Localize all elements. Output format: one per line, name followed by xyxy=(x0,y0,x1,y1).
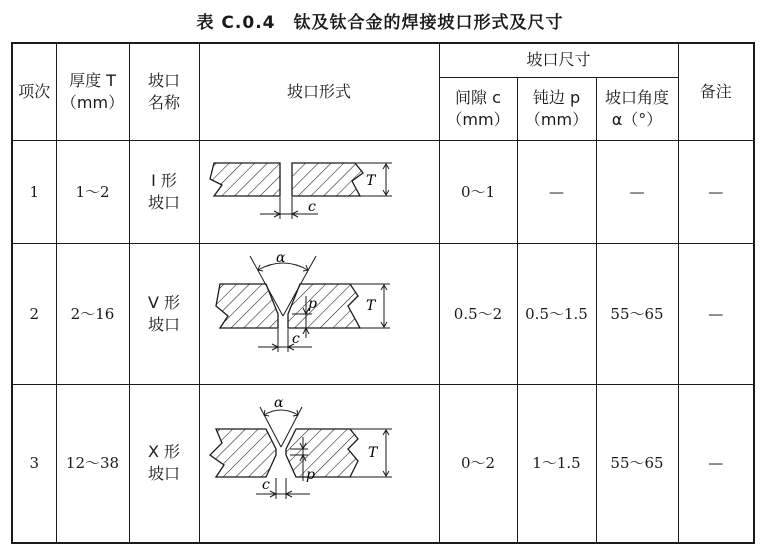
cell-angle: 55～65 xyxy=(596,384,678,543)
header-groove-form: 坡口形式 xyxy=(199,43,439,140)
cell-angle: 55～65 xyxy=(596,243,678,384)
dash-mark: — xyxy=(549,182,564,201)
cell-angle xyxy=(596,140,678,243)
header-groove-size: 坡口尺寸 xyxy=(439,43,678,77)
label-alpha: α xyxy=(274,395,284,412)
cell-root: 1～1.5 xyxy=(517,384,596,543)
table-row xyxy=(12,140,754,243)
cell-groove-diagram xyxy=(199,140,439,243)
cell-groove-diagram xyxy=(199,243,439,384)
label-c: c xyxy=(262,477,270,494)
header-thickness: 厚度 T （mm） xyxy=(56,43,129,140)
label-t: T xyxy=(366,172,376,189)
label-c: c xyxy=(308,198,316,215)
dash-mark: — xyxy=(708,182,724,201)
header-remark: 备注 xyxy=(678,43,754,140)
i-groove-diagram xyxy=(200,141,438,237)
groove-spec-table xyxy=(11,42,755,544)
cell-gap: 0～2 xyxy=(439,384,517,543)
label-t: T xyxy=(368,445,378,462)
dash-mark: — xyxy=(629,182,645,201)
table-title: 表 C.0.4 钛及钛合金的焊接坡口形式及尺寸 xyxy=(196,13,564,33)
cell-thickness: 1～2 xyxy=(56,140,129,243)
cell-root xyxy=(517,140,596,243)
v-groove-diagram xyxy=(200,244,438,378)
header-groove-name: 坡口 名称 xyxy=(129,43,199,140)
x-groove-diagram xyxy=(200,385,438,535)
dash-mark: — xyxy=(708,454,724,473)
cell-groove-name: X 形 坡口 xyxy=(129,384,199,543)
cell-groove-diagram xyxy=(199,384,439,543)
header-root: 钝边 p （mm） xyxy=(517,77,596,140)
table-row xyxy=(12,384,754,543)
cell-remark xyxy=(678,140,754,243)
cell-groove-name: V 形 坡口 xyxy=(129,243,199,384)
cell-root: 0.5～1.5 xyxy=(517,243,596,384)
header-row-1 xyxy=(12,43,754,77)
table-row xyxy=(12,243,754,384)
header-gap: 间隙 c （mm） xyxy=(439,77,517,140)
cell-thickness: 12～38 xyxy=(56,384,129,543)
label-t: T xyxy=(366,297,376,314)
cell-thickness: 2～16 xyxy=(56,243,129,384)
cell-remark xyxy=(678,384,754,543)
cell-item: 3 xyxy=(12,384,56,543)
cell-remark xyxy=(678,243,754,384)
cell-item: 2 xyxy=(12,243,56,384)
label-p: p xyxy=(308,295,317,312)
label-alpha: α xyxy=(276,249,286,266)
header-item: 项次 xyxy=(12,43,56,140)
cell-gap: 0.5～2 xyxy=(439,243,517,384)
cell-groove-name: I 形 坡口 xyxy=(129,140,199,243)
dash-mark: — xyxy=(708,304,724,323)
cell-gap: 0～1 xyxy=(439,140,517,243)
label-p: p xyxy=(306,467,315,484)
cell-item: 1 xyxy=(12,140,56,243)
label-c: c xyxy=(292,330,300,347)
header-angle: 坡口角度 α（°） xyxy=(596,77,678,140)
